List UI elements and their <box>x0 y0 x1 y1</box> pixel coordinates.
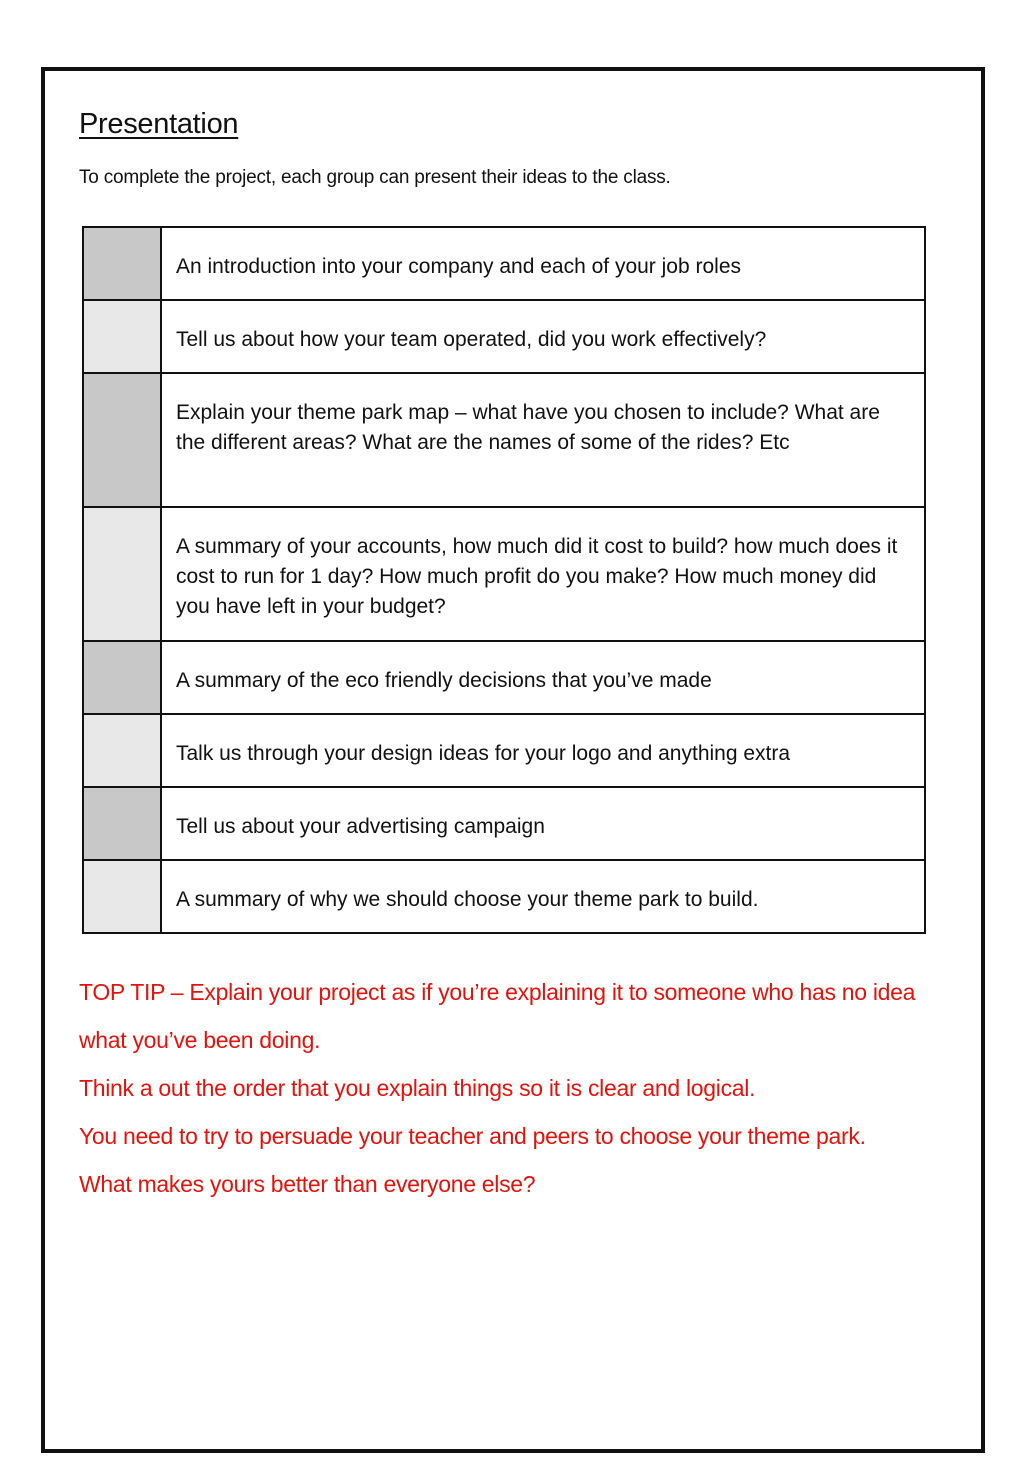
checklist-row <box>83 714 925 787</box>
checklist-item-text: Tell us about how your team operated, did you work effectively? <box>161 300 925 373</box>
checklist-row <box>83 787 925 860</box>
checkbox-cell[interactable] <box>83 373 161 507</box>
checklist-item-text: A summary of your accounts, how much did it cost to build? how much does it cost to run for 1 day? How much profit do you make? How much money did you have left in your budget? <box>161 507 925 641</box>
checklist-item-text: Talk us through your design ideas for your logo and anything extra <box>161 714 925 787</box>
checklist-row <box>83 860 925 933</box>
checklist-row <box>83 641 925 714</box>
checklist-item-text: Explain your theme park map – what have you chosen to include? What are the different areas? What are the names of some of the rides? Etc <box>161 373 925 507</box>
tip-line: What makes yours better than everyone else? <box>79 1171 536 1197</box>
checklist-item-text: An introduction into your company and each of your job roles <box>161 227 925 300</box>
tip-line: TOP TIP – Explain your project as if you’re explaining it to someone who has no idea what you’ve been doing. <box>79 979 916 1053</box>
checklist-item-text: Tell us about your advertising campaign <box>161 787 925 860</box>
checkbox-cell[interactable] <box>83 227 161 300</box>
presentation-checklist <box>82 226 926 934</box>
checkbox-cell[interactable] <box>83 641 161 714</box>
checklist-row <box>83 373 925 507</box>
checkbox-cell[interactable] <box>83 507 161 641</box>
page-title: Presentation <box>79 108 239 140</box>
checklist-row <box>83 507 925 641</box>
checklist-row <box>83 300 925 373</box>
checklist-row <box>83 227 925 300</box>
checkbox-cell[interactable] <box>83 714 161 787</box>
checklist-item-text: A summary of why we should choose your theme park to build. <box>161 860 925 933</box>
tip-line: You need to try to persuade your teacher and peers to choose your theme park. <box>79 1123 866 1149</box>
checkbox-cell[interactable] <box>83 787 161 860</box>
checkbox-cell[interactable] <box>83 860 161 933</box>
checklist-item-text: A summary of the eco friendly decisions that you’ve made <box>161 641 925 714</box>
intro-text: To complete the project, each group can present their ideas to the class. <box>79 167 671 188</box>
top-tips <box>79 968 959 1208</box>
tip-line: Think a out the order that you explain things so it is clear and logical. <box>79 1075 756 1101</box>
checkbox-cell[interactable] <box>83 300 161 373</box>
